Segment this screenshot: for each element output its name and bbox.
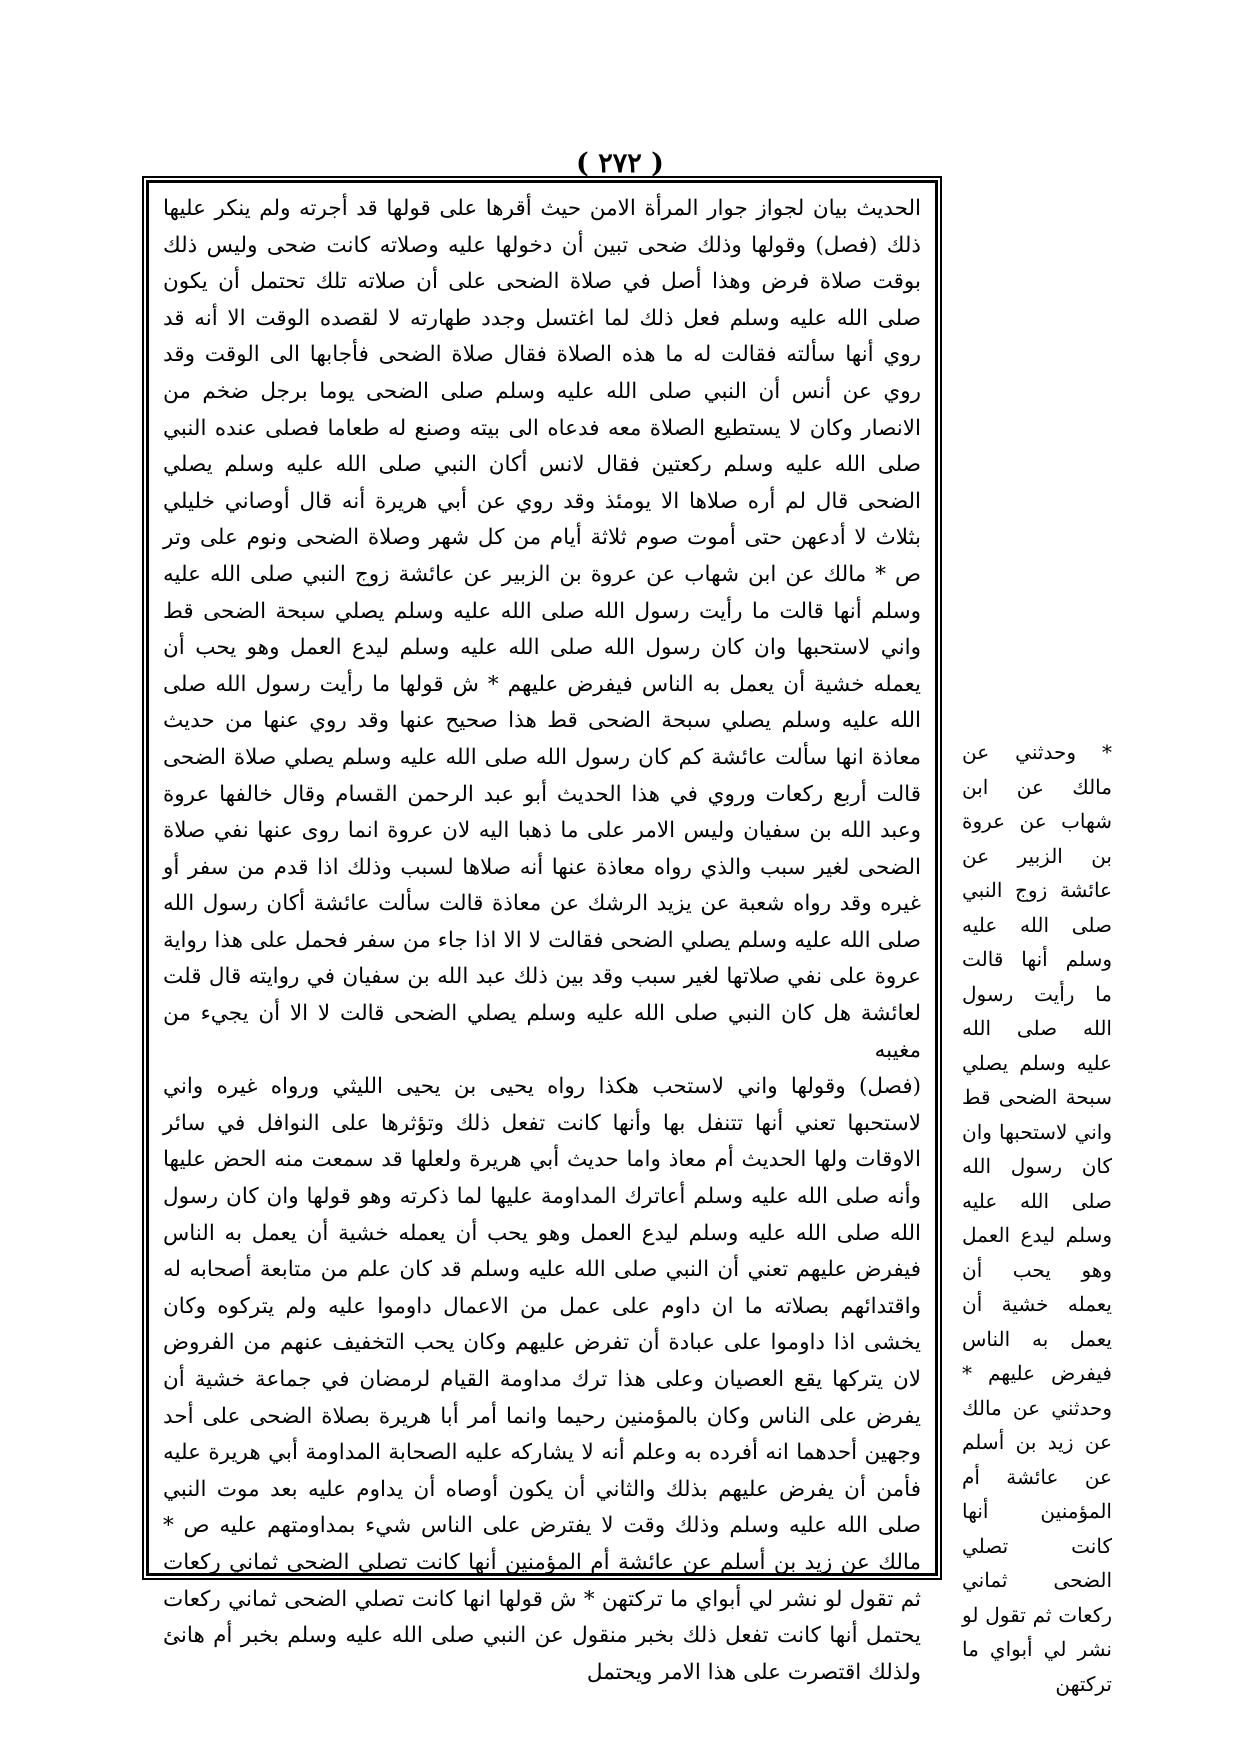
page-number: ( ٢٧٢ ) [576,148,664,179]
main-text-frame [146,180,938,1685]
main-paragraph: (فصل) وقولها واني لاستحب هكذا رواه يحيى بن يحيى الليثي ورواه غيره واني لاستحبها تعني أنها تتنفل بها وأنها كانت تفعل ذلك وتؤثرها على النوافل في سائر الاوقات ولها الحديث أم معاذ واما حديث أبي هريرة ولعلها قد سمعت منه الحض عليها وأنه صلى الله عليه وسلم أعاترك المداومة عليها لما ذكرته وهو قولها وان كان رسول الله صلى الله عليه وسلم ليدع العمل وهو يحب أن يعمله خشية أن يعمل به الناس فيفرض عليهم تعني أن النبي صلى الله عليه وسلم قد كان علم من متابعة أصحابه له واقتدائهم بصلاته ما ان داوم على عمل من الاعمال داوموا عليه ولم يتركوه وكان يخشى اذا داوموا على عبادة أن تفرض عليهم وكان يحب التخفيف عنهم من الفروض لان يتركها يقع العصيان وعلى هذا ترك مداومة القيام لرمضان في جماعة خشية أن يفرض على الناس وكان بالمؤمنين رحيما وانما أمر أبا هريرة بصلاة الضحى على أحد وجهين أحدهما انه أفرده به وعلم أنه لا يشاركه عليه الصحابة المداومة أبي هريرة عليه فأمن أن يفرض عليهم بذلك والثاني أن يكون أوصاه أن يداوم عليه بعد موت النبي صلى الله عليه وسلم وذلك وقت لا يفترض على الناس شيء بمداومتهم عليه ص * مالك عن زيد بن أسلم عن عائشة أم المؤمنين أنها كانت تصلي الضحى ثماني ركعات ثم تقول لو نشر لي أبواي ما تركتهن * ش قولها انها كانت تصلي الضحى ثماني ركعات يحتمل أنها كانت تفعل ذلك بخبر منقول عن النبي صلى الله عليه وسلم بخبر أم هانئ ولذلك اقتصرت على هذا الامر ويحتمل [163,1074,921,1685]
main-text-body [163,191,921,1691]
main-paragraph: الحديث بيان لجواز جوار المرأة الامن حيث أقرها على قولها قد أجرته ولم ينكر عليها ذلك (فصل) وقولها وذلك ضحى تبين أن دخولها عليه وصلاته كانت ضحى وليس ذلك بوقت صلاة فرض وهذا أصل في صلاة الضحى على أن صلاته تلك تحتمل أن يكون صلى الله عليه وسلم فعل ذلك لما اغتسل وجدد طهارته لا لقصده الوقت الا أنه قد روي أنها سألته فقالت له ما هذه الصلاة فقال صلاة الضحى فأجابها الى الوقت وقد روي عن أنس أن النبي صلى الله عليه وسلم صلى الضحى يوما برجل ضخم من الانصار وكان لا يستطيع الصلاة معه فدعاه الى بيته وصنع له طعاما فصلى عنده النبي صلى الله عليه وسلم ركعتين فقال لانس أكان النبي صلى الله عليه وسلم يصلي الضحى قال لم أره صلاها الا يومئذ وقد روي عن أبي هريرة أنه قال أوصاني خليلي بثلاث لا أدعهن حتى أموت صوم ثلاثة أيام من كل شهر وصلاة الضحى ونوم على وتر ص * مالك عن ابن شهاب عن عروة بن الزبير عن عائشة زوج النبي صلى الله عليه وسلم أنها قالت ما رأيت رسول الله صلى الله عليه وسلم يصلي سبحة الضحى قط واني لاستحبها وان كان رسول الله صلى الله عليه وسلم ليدع العمل وهو يحب أن يعمله خشية أن يعمل به الناس فيفرض عليهم * ش قولها ما رأيت رسول الله صلى الله عليه وسلم يصلي سبحة الضحى قط هذا صحيح عنها وقد روي عنها من حديث معاذة انها سألت عائشة كم كان رسول الله صلى الله عليه وسلم يصلي صلاة الضحى قالت أربع ركعات وروي في هذا الحديث أبو عبد الرحمن القسام وقال خالفها عروة وعبد الله بن سفيان وليس الامر على ما ذهبا اليه لان عروة انما روى عنها نفي صلاة الضحى لغير سبب والذي رواه معاذة عنها أنه صلاها لسبب وذلك اذا قدم من سفر أو غيره وقد رواه شعبة عن يزيد الرشك عن معاذة قالت سألت عائشة أكان رسول الله صلى الله عليه وسلم يصلي الضحى فقالت لا الا اذا جاء من سفر فحمل على هذا رواية عروة على نفي صلاتها لغير سبب وقد بين ذلك عبد الله بن سفيان في روايته قال قلت لعائشة هل كان النبي صلى الله عليه وسلم يصلي الضحى قالت لا الا أن يجيء من مغيبه [163,196,921,1063]
margin-hadith-text: * وحدثني عن مالك عن ابن شهاب عن عروة بن الزبير عن عائشة زوج النبي صلى الله عليه وسلم أنها قالت ما رأيت رسول الله صلى الله عليه وسلم يصلي سبحة الضحى قط واني لاستحبها وان كان رسول الله صلى الله عليه وسلم ليدع العمل وهو يحب أن يعمله خشية أن يعمل به الناس فيفرض عليهم * وحدثني عن مالك عن زيد بن أسلم عن عائشة أم المؤمنين أنها كانت تصلي الضحى ثماني ركعات ثم تقول لو نشر لي أبواي ما تركتهن [962,740,1112,1696]
